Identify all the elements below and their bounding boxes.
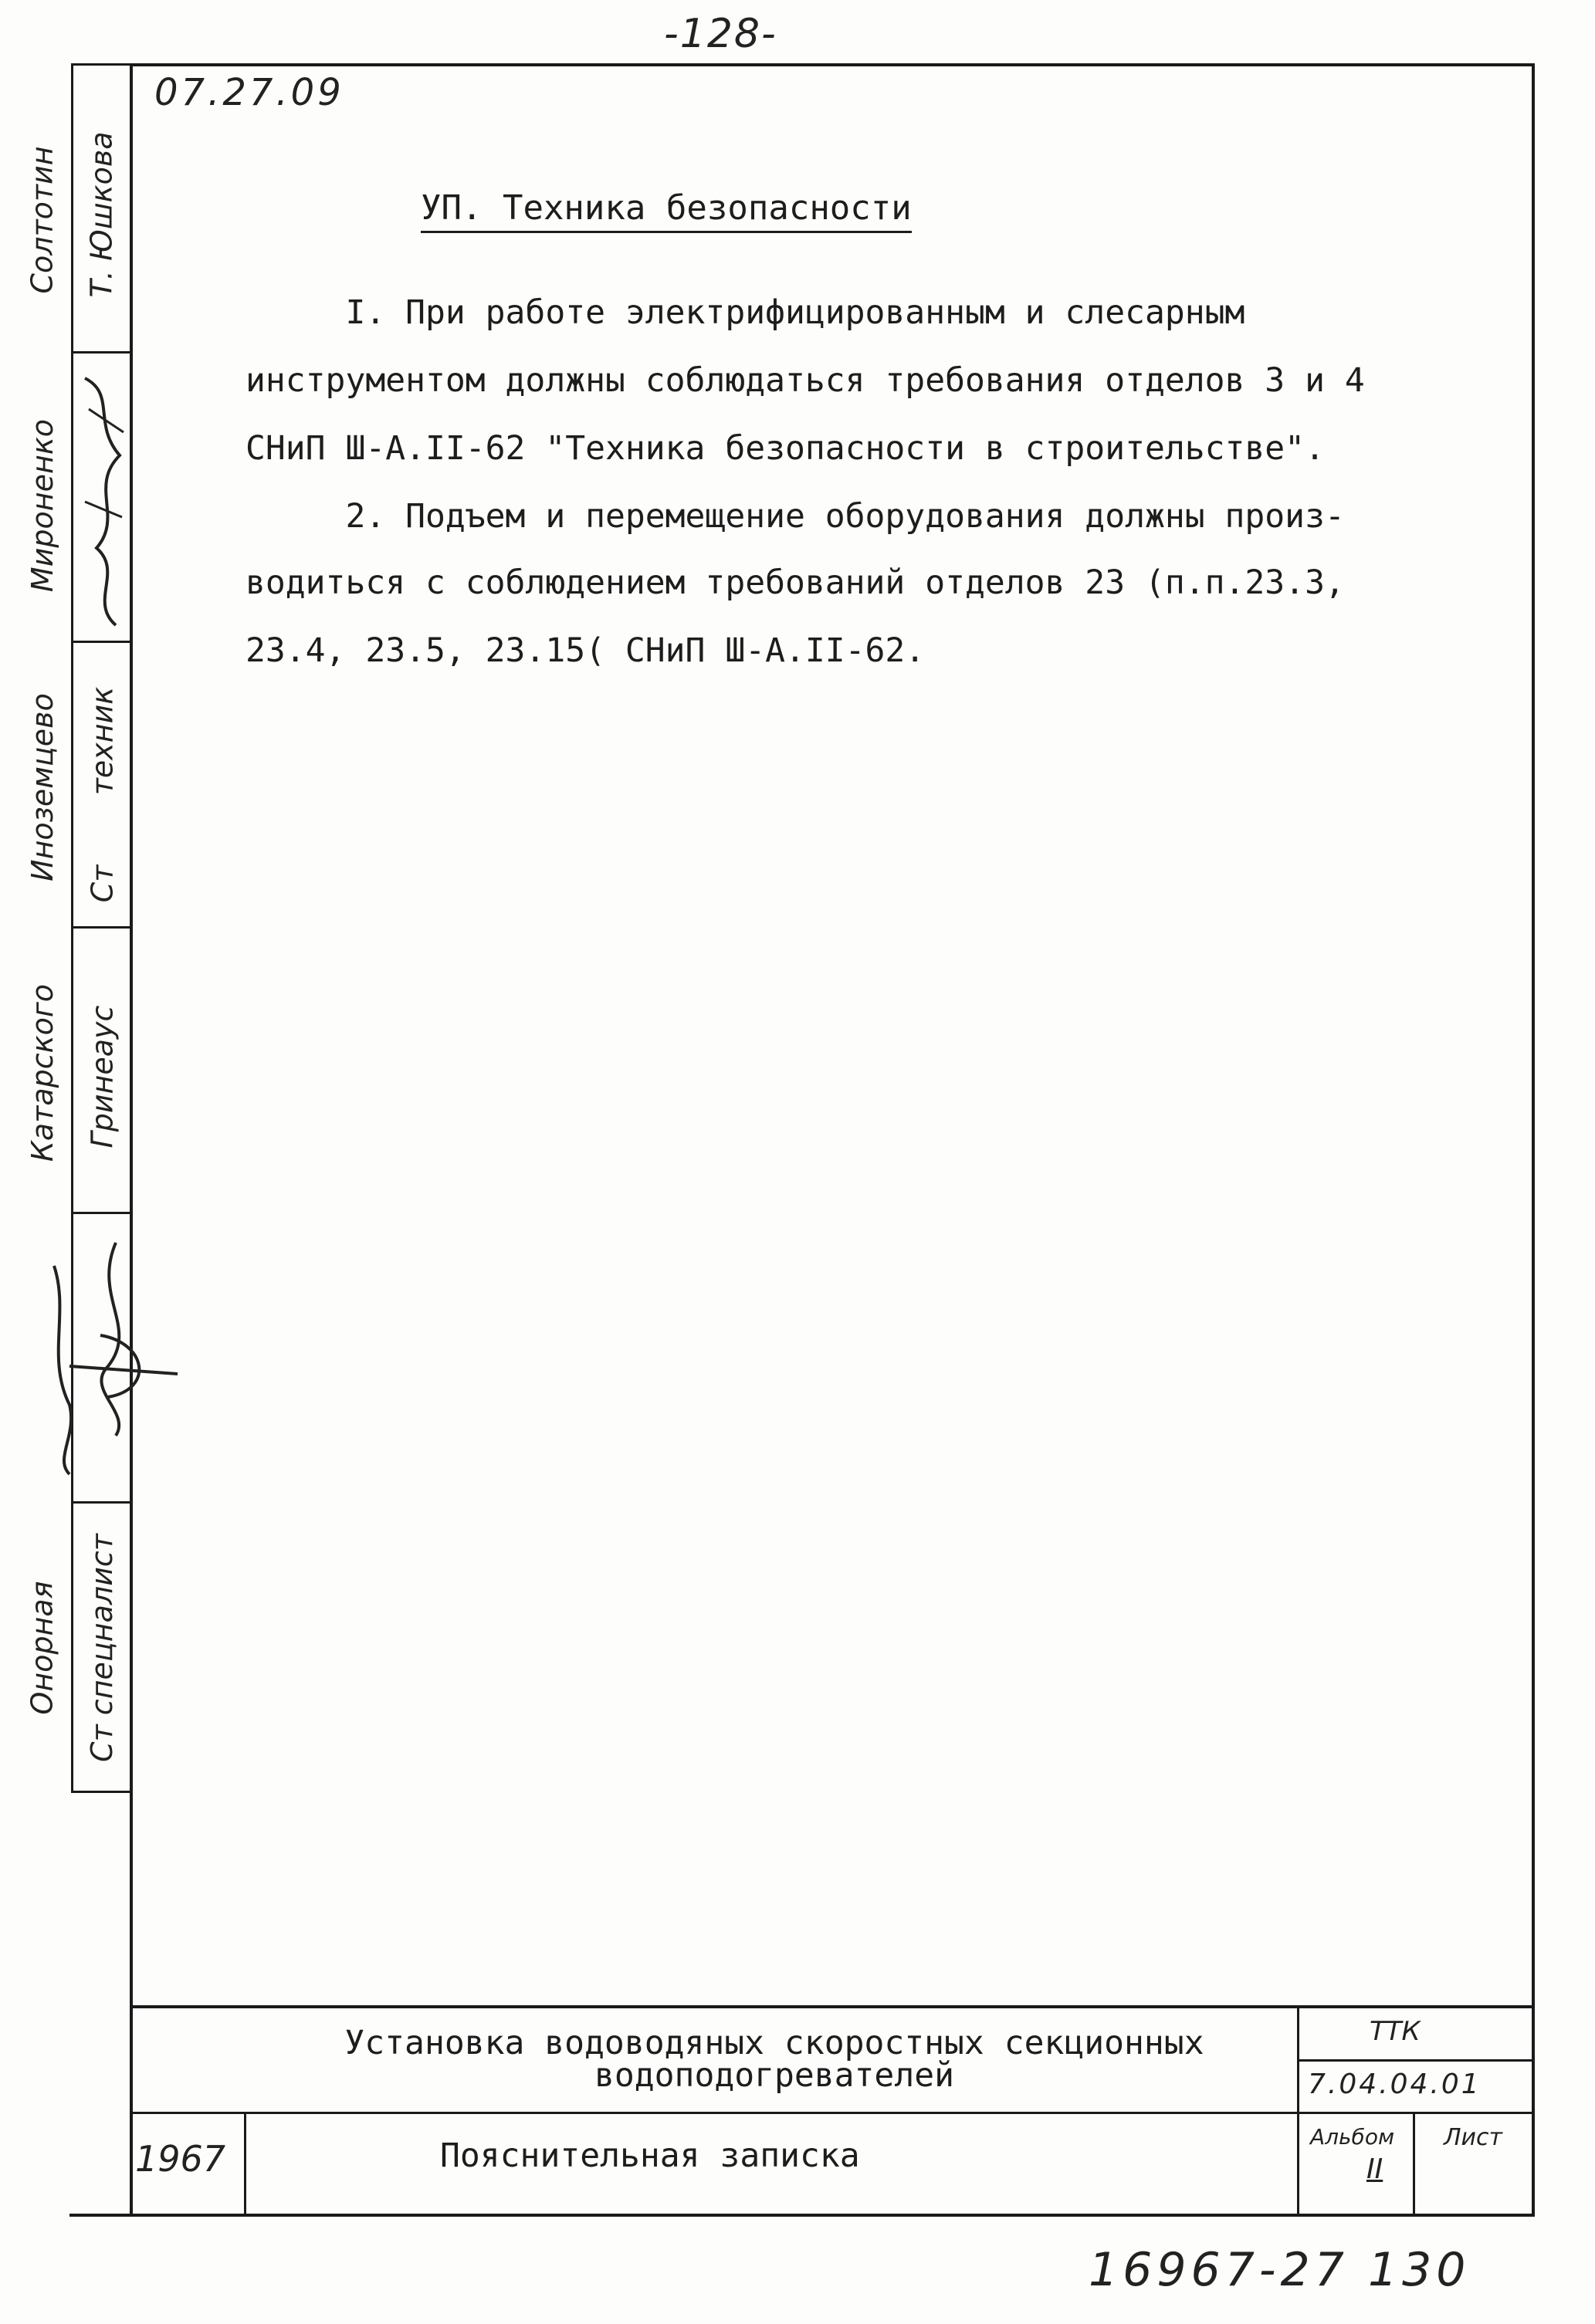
body-line: водиться с соблюдением требований отделов 23 (п.п.23.3,: [246, 563, 1345, 602]
title-block-sheet-label: Лист: [1444, 2124, 1503, 2151]
side-title-4: Ст: [84, 864, 119, 903]
side-name-1: Солтотин: [25, 146, 60, 294]
body-line: I. При работе электрифицированным и слесарным: [246, 293, 1245, 332]
side-name-3: Иноземцево: [25, 693, 60, 881]
side-name-4: Катарского: [25, 983, 59, 1162]
section-title: УП. Техника безопасности: [421, 188, 912, 233]
archive-number: 16967-27 130: [1089, 2243, 1471, 2297]
side-title-7: Ст спецналист: [85, 1534, 119, 1762]
page-number: -128-: [664, 11, 777, 57]
side-name-6: Онорная: [25, 1581, 59, 1715]
side-title-1: Т. Юшкова: [85, 130, 119, 298]
title-block-description: Установка водоводяных скоростных секционных водоподогревателей: [344, 2024, 1204, 2095]
side-title-5: Гринеаус: [85, 1005, 120, 1148]
body-line: СНиП Ш-А.II-62 "Техника безопасности в строительстве".: [246, 429, 1325, 468]
title-block-ttk-code: 7.04.04.01: [1308, 2069, 1482, 2100]
title-block-ttk-label: ТТК: [1370, 2016, 1421, 2047]
signature-scribble-2: [23, 1235, 170, 1482]
title-block-year: 1967: [135, 2138, 226, 2180]
body-line: 23.4, 23.5, 23.15( СНиП Ш-А.II-62.: [246, 631, 926, 670]
side-title-3: техник: [85, 686, 119, 796]
title-block-album-value: II: [1366, 2153, 1383, 2185]
title-block-document-type: Пояснительная записка: [440, 2136, 860, 2175]
body-line: 2. Подъем и перемещение оборудования должны произ-: [246, 497, 1345, 536]
document-code: 07.27.09: [154, 71, 344, 114]
title-block-album-label: Альбом: [1310, 2124, 1395, 2150]
body-line: инструментом должны соблюдаться требования отделов 3 и 4: [246, 361, 1365, 400]
signature-scribble-1: [77, 363, 131, 641]
side-name-2: Мироненко: [25, 418, 59, 593]
